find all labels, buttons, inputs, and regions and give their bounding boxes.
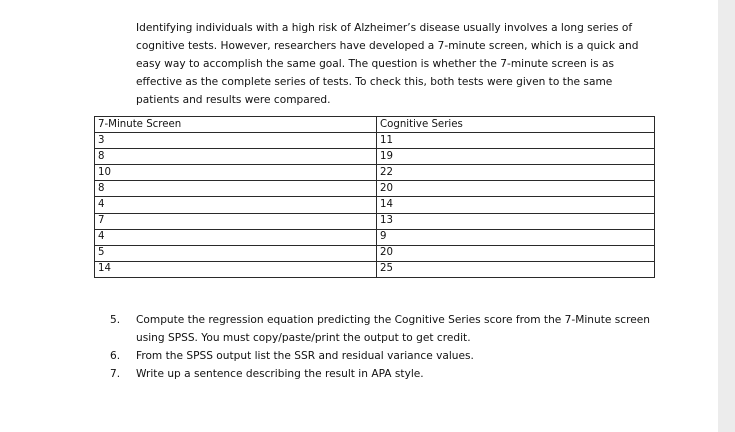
table-cell: 19 [377,149,655,165]
question-item [110,347,650,365]
vertical-scrollbar[interactable] [718,0,735,432]
table-cell: 20 [377,181,655,197]
table-cell: 7 [95,213,377,229]
table-cell: 22 [377,165,655,181]
table-cell: 9 [377,229,655,245]
table-row [95,133,655,149]
table-cell: 13 [377,213,655,229]
table-cell: 8 [95,181,377,197]
table-cell: 4 [95,197,377,213]
table-row [95,165,655,181]
intro-paragraph: Identifying individuals with a high risk of Alzheimer’s disease usually involves a long series of cognitive tests. However, researchers have developed a 7-minute screen, which is a quick and easy way to accomplish the same goal. The question is whether the 7-minute screen is as effective as the complete series of tests. To check this, both tests were given to the same patients and results were compared. [136,22,639,106]
table-cell: 25 [377,261,655,277]
question-number: 7. [110,368,121,380]
table-cell: 20 [377,245,655,261]
question-item [110,311,650,347]
question-list [110,311,650,383]
question-item [110,365,650,383]
table-cell: 3 [95,133,377,149]
question-number: 5. [110,314,121,326]
table-cell: 4 [95,229,377,245]
column-header-cognitive-series: Cognitive Series [377,117,655,133]
question-number: 6. [110,350,121,362]
table-cell: 10 [95,165,377,181]
table-cell: 5 [95,245,377,261]
table-row [95,181,655,197]
table-cell: 14 [95,261,377,277]
column-header-7-minute-screen: 7-Minute Screen [95,117,377,133]
table-cell: 8 [95,149,377,165]
table-row [95,261,655,277]
table-cell: 14 [377,197,655,213]
table-row [95,229,655,245]
table-row [95,245,655,261]
table-cell: 11 [377,133,655,149]
table-row [95,149,655,165]
table-header-row [95,117,655,133]
table-row [95,197,655,213]
table-row [95,213,655,229]
question-text: Compute the regression equation predicting the Cognitive Series score from the 7-Minute screen using SPSS. You must copy/paste/print the output to get credit. [136,314,650,344]
scores-table [94,116,655,278]
question-text: From the SPSS output list the SSR and residual variance values. [136,350,474,362]
question-text: Write up a sentence describing the result in APA style. [136,368,424,380]
